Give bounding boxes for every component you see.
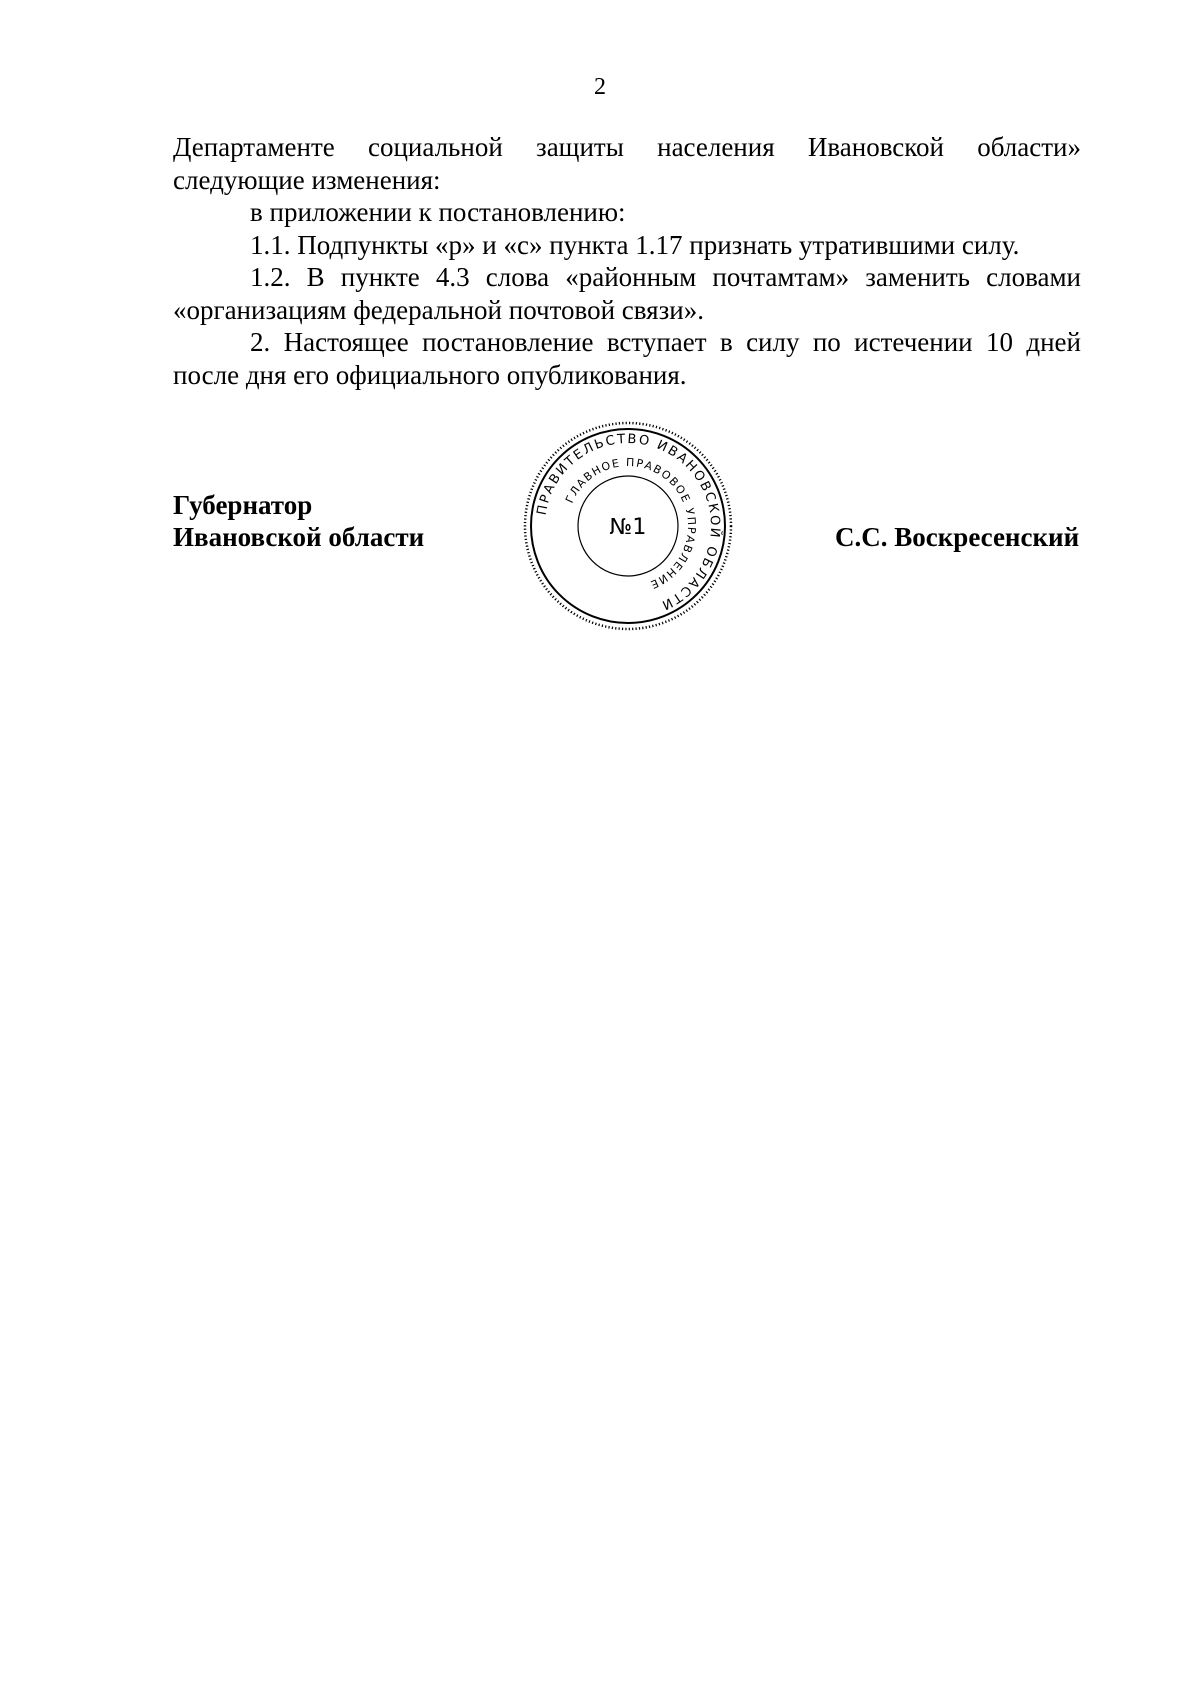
signatory-position-line-2: Ивановской области <box>173 522 425 552</box>
paragraph-item-1-2: 1.2. В пункте 4.3 слова «районным почтамтам» заменить словами «организациям федеральной почтовой связи». <box>173 262 1081 325</box>
seal-inner-text: ГЛАВНОЕ ПРАВОВОЕ УПРАВЛЕНИЕ <box>563 455 699 592</box>
seal-number: №1 <box>609 515 647 540</box>
signatory-name: С.С. Воскресенский <box>835 522 1080 552</box>
paragraph-continuation: Департаменте социальной защиты населения Ивановской области» следующие изменения: <box>173 132 1081 195</box>
seal-outer-text: ПРАВИТЕЛЬСТВО ИВАНОВСКОЙ ОБЛАСТИ <box>534 431 723 613</box>
paragraph-appendix-intro: в приложении к постановлению: <box>250 197 626 227</box>
paragraph-item-1-1: 1.1. Подпункты «р» и «с» пункта 1.17 признать утратившими силу. <box>250 229 1020 260</box>
document-body <box>173 131 1081 391</box>
signatory-position-line-1: Губернатор <box>173 490 313 520</box>
signatory-position <box>173 489 424 553</box>
page-number: 2 <box>594 74 606 100</box>
paragraph-item-2: 2. Настоящее постановление вступает в силу по истечении 10 дней после дня его официального опубликования. <box>173 327 1081 390</box>
official-seal <box>522 420 734 632</box>
